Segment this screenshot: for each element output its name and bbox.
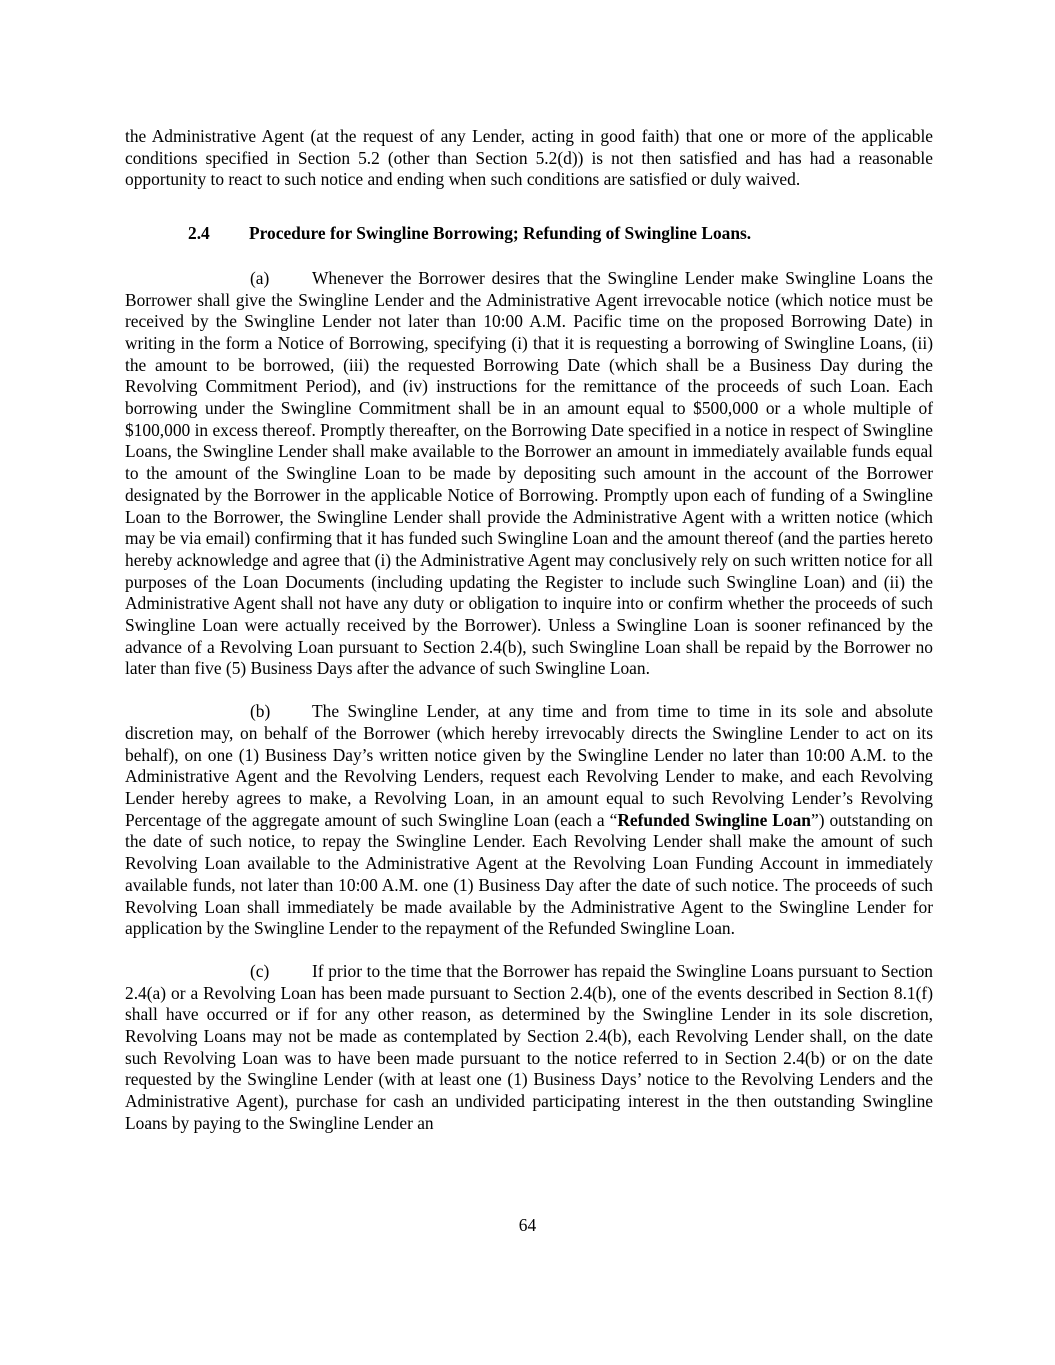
paragraph-a: [125, 268, 933, 680]
section-number: 2.4: [188, 223, 210, 244]
paragraph-a-label: (a): [250, 267, 270, 288]
document-page: [125, 126, 933, 1135]
page-number: 64: [518, 1215, 537, 1235]
defined-term: Refunded Swingline Loan: [617, 809, 811, 830]
paragraph-c: [125, 961, 933, 1135]
section-heading: [125, 223, 933, 245]
paragraph-b-label: (b): [250, 701, 271, 722]
paragraph-c-label: (c): [250, 960, 270, 981]
paragraph-b: [125, 701, 933, 940]
paragraph-b-text-before: The Swingline Lender, at any time and from time to time in its sole and absolute discretion may, on behalf of the Borrower (which hereby irrevocably directs the Swingline Lender to act on its behalf), on one (1) Business Day’s written notice given by the Swingline Lender no later than 10:00 A.M. to the Administrative Agent and the Revolving Lenders, request each Revolving Lender to make, and each Revolving Lender hereby agrees to make, a Revolving Loan, in an amount equal to such Revolving Lender’s Revolving Percentage of the aggregate amount of such Swingline Loan (each a “: [125, 701, 933, 830]
paragraph-b-text-after: ”) outstanding on the date of such notice, to repay the Swingline Lender. Each Revolving Lender shall make the amount of such Revolving Loan available to the Administrative Agent at the Revolving Loan Funding Account in immediately available funds, not later than 10:00 A.M. one (1) Business Day after the date of such notice. The proceeds of such Revolving Loan shall immediately be made available by the Administrative Agent to the Swingline Lender for application by the Swingline Lender to the repayment of the Refunded Swingline Loan.: [125, 809, 934, 939]
paragraph-c-text: If prior to the time that the Borrower has repaid the Swingline Loans pursuant to Section 2.4(a) or a Revolving Loan has been made pursuant to Section 2.4(b), one of the events described in Section 8.1(f) shall have occurred or if for any other reason, as determined by the Swingline Lender in its sole discretion, Revolving Loans may not be made as contemplated by Section 2.4(b), each Revolving Lender shall, on the date such Revolving Loan was to have been made pursuant to the notice referred to in Section 2.4(b) or on the date requested by the Swingline Lender (with at least one (1) Business Days’ notice to the Revolving Lenders and the Administrative Agent), purchase for cash an undivided participating interest in the then outstanding Swingline Loans by paying to the Swingline Lender an: [125, 960, 933, 1133]
intro-paragraph: the Administrative Agent (at the request of any Lender, acting in good faith) that one or more of the applicable conditions specified in Section 5.2 (other than Section 5.2(d)) is not then satisfied and has had a reasonable opportunity to react to such notice and ending when such conditions are satisfied or duly waived.: [125, 126, 933, 190]
paragraph-a-text: Whenever the Borrower desires that the Swingline Lender make Swingline Loans the Borrower shall give the Swingline Lender and the Administrative Agent irrevocable notice (which notice must be received by the Swingline Lender not later than 10:00 A.M. Pacific time on the proposed Borrowing Date) in writing in the form a Notice of Borrowing, specifying (i) that it is requesting a borrowing of Swingline Loans, (ii) the amount to be borrowed, (iii) the requested Borrowing Date (which shall be a Business Day during the Revolving Commitment Period), and (iv) instructions for the remittance of the proceeds of such Loan. Each borrowing under the Swingline Commitment shall be in an amount equal to $500,000 or a whole multiple of $100,000 in excess thereof. Promptly thereafter, on the Borrowing Date specified in a notice in respect of Swingline Loans, the Swingline Lender shall make available to the Borrower an amount in immediately available funds equal to the amount of the Swingline Loan to be made by depositing such amount in the account of the Borrower designated by the Borrower in the applicable Notice of Borrowing. Promptly upon each of funding of a Swingline Loan to the Borrower, the Swingline Lender shall provide the Administrative Agent with a written notice (which may be via email) confirming that it has funded such Swingline Loan and the amount thereof (and the parties hereto hereby acknowledge and agree that (i) the Administrative Agent may conclusively rely on such written notice for all purposes of the Loan Documents (including updating the Register to include such Swingline Loan) and (ii) the Administrative Agent shall not have any duty or obligation to inquire into or confirm whether the proceeds of such Swingline Loan were actually received by the Borrower). Unless a Swingline Loan is sooner refinanced by the advance of a Revolving Loan pursuant to Section 2.4(b), such Swingline Loan shall be repaid by the Borrower no later than five (5) Business Days after the advance of such Swingline Loan.: [125, 267, 933, 679]
section-title: Procedure for Swingline Borrowing; Refunding of Swingline Loans.: [249, 223, 752, 244]
